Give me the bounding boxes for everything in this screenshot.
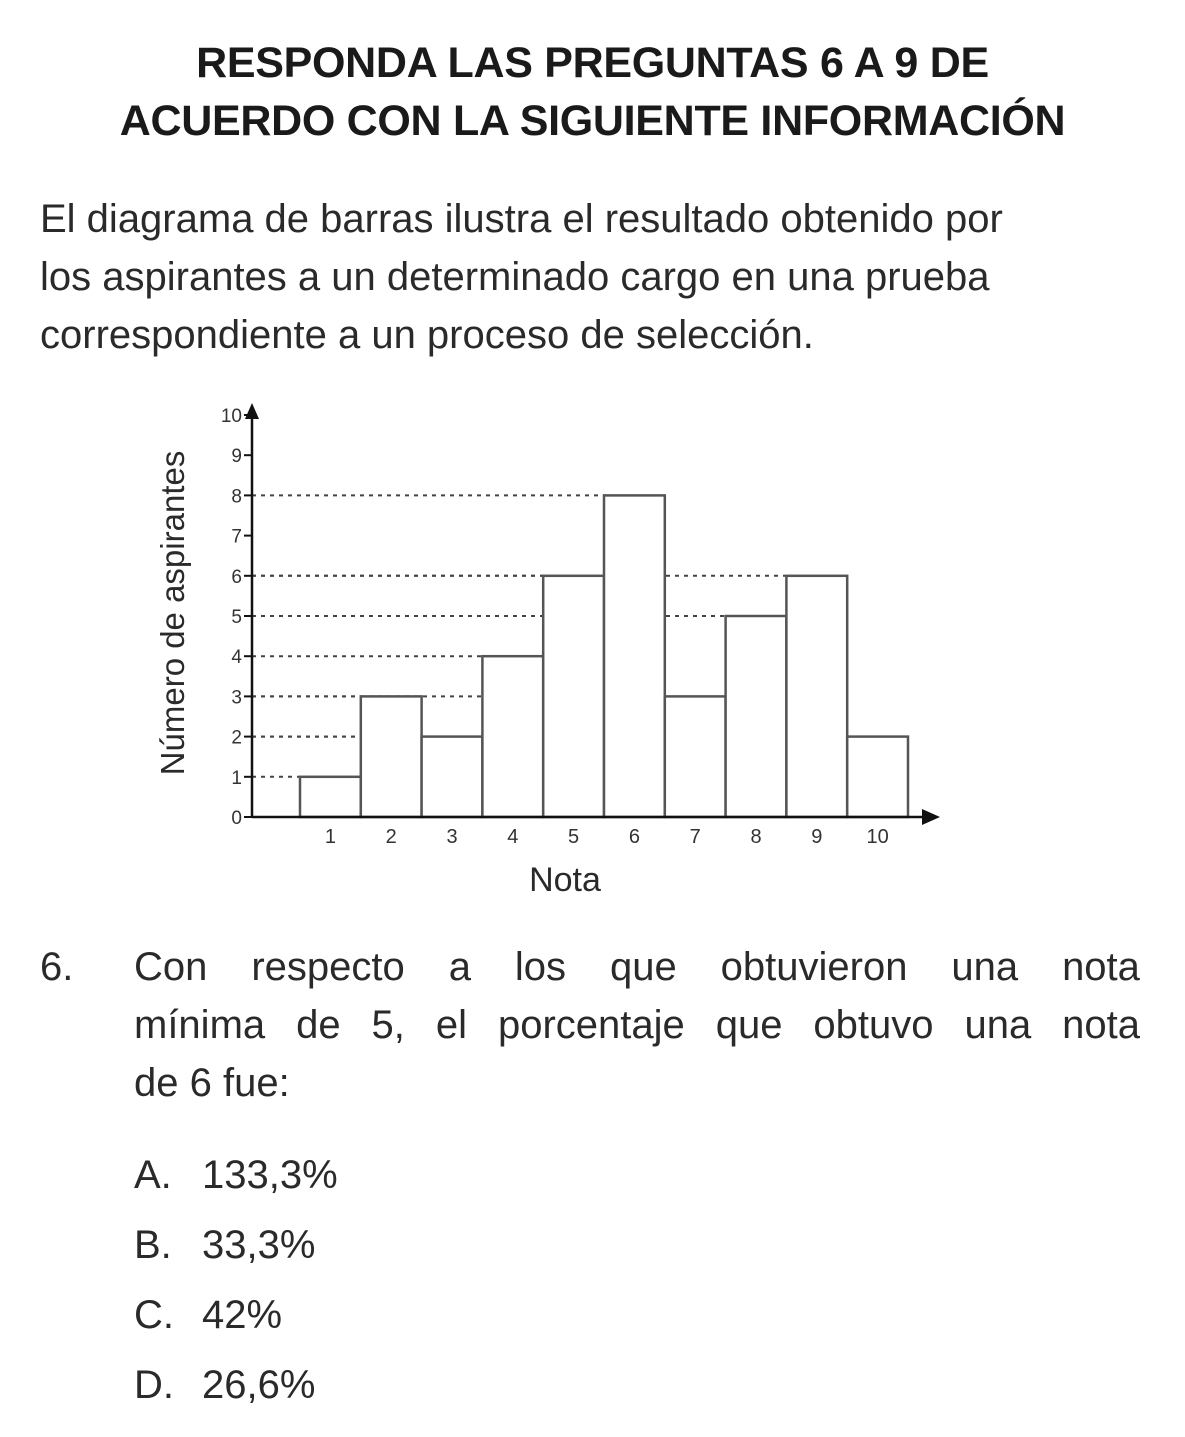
- y-tick-label: 2: [231, 727, 242, 749]
- bar-10: [847, 737, 908, 817]
- intro-line-3: correspondiente a un proceso de selección.: [40, 313, 814, 357]
- heading-line-1: RESPONDA LAS PREGUNTAS 6 A 9 DE: [196, 39, 989, 87]
- bar-8: [726, 616, 787, 817]
- y-tick-label: 4: [231, 647, 242, 669]
- bar-1: [300, 777, 361, 817]
- y-tick-label: 9: [231, 446, 242, 468]
- x-axis-title: Nota: [529, 861, 601, 899]
- heading-line-2: ACUERDO CON LA SIGUIENTE INFORMACIÓN: [119, 97, 1066, 145]
- option-text: 42%: [202, 1293, 283, 1337]
- bar-3: [422, 737, 483, 817]
- x-tick-label: 3: [446, 826, 458, 848]
- bar-7: [665, 696, 726, 817]
- intro-paragraph: [40, 190, 1140, 364]
- x-tick-label: 4: [507, 826, 519, 848]
- option-letter: A.: [134, 1153, 172, 1197]
- bar-2: [361, 696, 422, 817]
- question-word: obtuvieron: [720, 945, 908, 989]
- y-axis-arrow: [245, 403, 259, 419]
- y-tick-label: 7: [231, 526, 242, 548]
- question-line-1: [134, 938, 1140, 996]
- y-tick-label: 5: [231, 607, 242, 628]
- y-tick-label: 1: [231, 767, 242, 789]
- y-tick-label: 6: [231, 566, 242, 588]
- question-word: los: [514, 945, 567, 989]
- intro-line-2: los aspirantes a un determinado cargo en una prueba: [40, 255, 990, 299]
- x-tick-label: 6: [628, 826, 640, 848]
- section-heading: [0, 34, 1185, 150]
- question-word: que: [609, 945, 677, 989]
- option-letter: D.: [134, 1363, 174, 1407]
- answer-options: [134, 1140, 338, 1420]
- x-tick-label: 10: [866, 826, 889, 848]
- x-tick-label: 8: [750, 826, 762, 848]
- bar-9: [786, 576, 847, 817]
- option-b[interactable]: [134, 1210, 338, 1280]
- x-tick-label: 2: [385, 826, 397, 848]
- x-axis-arrow: [922, 809, 940, 825]
- y-tick-label: 10: [220, 406, 242, 427]
- y-tick-label: 3: [231, 687, 242, 709]
- chart-bars: [300, 495, 908, 817]
- y-tick-label: 8: [231, 486, 242, 508]
- x-tick-label: 7: [689, 826, 701, 848]
- y-tick-label: 0: [231, 808, 242, 829]
- question-word: Con: [134, 945, 208, 989]
- x-tick-label: 5: [568, 826, 580, 848]
- question-text: [134, 938, 1140, 1112]
- option-letter: B.: [134, 1223, 172, 1267]
- option-text: 26,6%: [202, 1363, 316, 1407]
- question-word: nota: [1062, 945, 1140, 989]
- option-a[interactable]: [134, 1140, 338, 1210]
- option-letter: C.: [134, 1293, 174, 1337]
- question-number: 6.: [40, 945, 74, 989]
- question-line-2-text: mínima de 5, el porcentaje que obtuvo una nota: [134, 1003, 1140, 1047]
- x-tick-label: 9: [811, 826, 823, 848]
- option-d[interactable]: [134, 1350, 338, 1420]
- bar-5: [543, 576, 604, 817]
- bar-6: [604, 495, 665, 817]
- bar-4: [482, 656, 543, 817]
- bar-chart: [140, 395, 960, 905]
- x-tick-label: 1: [324, 826, 336, 848]
- option-c[interactable]: [134, 1280, 338, 1350]
- y-axis-title: Número de aspirantes: [154, 450, 191, 776]
- option-text: 33,3%: [202, 1223, 316, 1267]
- question-word: a: [448, 945, 471, 989]
- question-word: respecto: [251, 945, 405, 989]
- question-word: una: [951, 945, 1019, 989]
- question-line-3: de 6 fue:: [134, 1061, 290, 1105]
- question-line-2: [134, 996, 1140, 1054]
- option-text: 133,3%: [202, 1153, 338, 1197]
- intro-line-1: El diagrama de barras ilustra el resultado obtenido por: [40, 197, 1003, 241]
